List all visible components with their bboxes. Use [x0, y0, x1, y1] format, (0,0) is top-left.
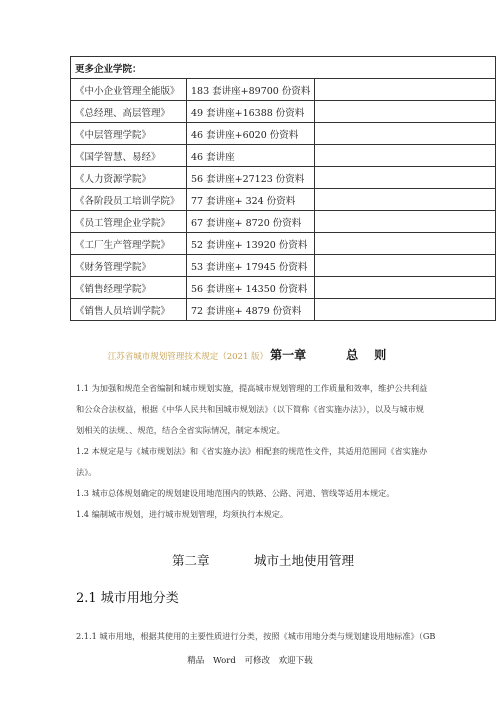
course-name: 《中小企业管理全能版》 [71, 79, 187, 101]
course-name: 《人力资源学院》 [71, 167, 187, 189]
course-info: 46 套讲座 [187, 145, 315, 167]
table-row [71, 211, 496, 233]
document-subtitle: 江苏省城市规划管理技术规定（2021 版） [107, 352, 269, 362]
course-info: 67 套讲座+ 8720 份资料 [187, 211, 315, 233]
page-footer: 精品 Word 可修改 欢迎下载 [187, 656, 313, 666]
empty-cell [315, 299, 496, 321]
empty-cell [315, 211, 496, 233]
course-name: 《总经理、高层管理》 [71, 101, 187, 123]
table-row [71, 255, 496, 277]
empty-cell [315, 233, 496, 255]
paragraph: 法》。 [76, 467, 97, 477]
course-info: 49 套讲座+16388 份资料 [187, 101, 315, 123]
table-row [71, 167, 496, 189]
table-row [71, 79, 496, 101]
course-info: 77 套讲座+ 324 份资料 [187, 189, 315, 211]
empty-cell [315, 189, 496, 211]
table-row [71, 277, 496, 299]
table-header: 更多企业学院： [71, 57, 496, 79]
course-name: 《销售人员培训学院》 [71, 299, 187, 321]
course-name: 《各阶段员工培训学院》 [71, 189, 187, 211]
chapter-1-heading [0, 346, 500, 363]
course-name: 《工厂生产管理学院》 [71, 233, 187, 255]
table-row [71, 123, 496, 145]
empty-cell [315, 255, 496, 277]
course-info: 72 套讲座+ 4879 份资料 [187, 299, 315, 321]
course-info: 183 套讲座+89700 份资料 [187, 79, 315, 101]
chapter-number: 第一章 [270, 348, 307, 362]
empty-cell [315, 167, 496, 189]
course-name: 《国学智慧、易经》 [71, 145, 187, 167]
course-info: 56 套讲座+27123 份资料 [187, 167, 315, 189]
course-info: 53 套讲座+ 17945 份资料 [187, 255, 315, 277]
paragraph: 1.1 为加强和规范全省编制和城市规划实施，提高城市规划管理的工作质量和效率，维护公共利益 [76, 383, 428, 393]
paragraph: 1.3 城市总体规划确定的规划建设用地范围内的铁路、公路、河道、管线等适用本规定。 [76, 488, 395, 498]
course-name: 《员工管理企业学院》 [71, 211, 187, 233]
course-info: 56 套讲座+ 14350 份资料 [187, 277, 315, 299]
empty-cell [315, 277, 496, 299]
paragraph: 1.4 编制城市规划，进行城市规划管理，均须执行本规定。 [76, 509, 289, 519]
table-row [71, 145, 496, 167]
table-row [71, 101, 496, 123]
empty-cell [315, 101, 496, 123]
section-title: 2.1 城市用地分类 [76, 591, 179, 606]
chapter-title: 城市土地使用管理 [254, 553, 355, 568]
table-row [71, 233, 496, 255]
table-row [71, 189, 496, 211]
section-paragraph: 2.1.1 城市用地，根据其使用的主要性质进行分类，按照《城市用地分类与规划建设用地标准》（GB [76, 631, 436, 641]
course-info: 46 套讲座+6020 份资料 [187, 123, 315, 145]
empty-cell [315, 79, 496, 101]
course-name: 《财务管理学院》 [71, 255, 187, 277]
course-name: 《销售经理学院》 [71, 277, 187, 299]
chapter-number: 第二章 [172, 553, 210, 568]
paragraph: 划相关的法规、、规范，结合全省实际情况，制定本规定。 [76, 425, 285, 435]
chapter-title: 总 则 [346, 348, 393, 362]
table-row [71, 299, 496, 321]
course-name: 《中层管理学院》 [71, 123, 187, 145]
empty-cell [315, 145, 496, 167]
paragraph: 和公众合法权益，根据《中华人民共和国城市规划法》（以下简称《省实施办法》），以及与城市规 [76, 404, 424, 414]
empty-cell [315, 123, 496, 145]
course-info: 52 套讲座+ 13920 份资料 [187, 233, 315, 255]
paragraph: 1.2 本规定是与《城市规划法》和《省实施办法》相配套的规范性文件，其适用范围同《省实施办 [76, 446, 428, 456]
course-table [70, 56, 496, 321]
